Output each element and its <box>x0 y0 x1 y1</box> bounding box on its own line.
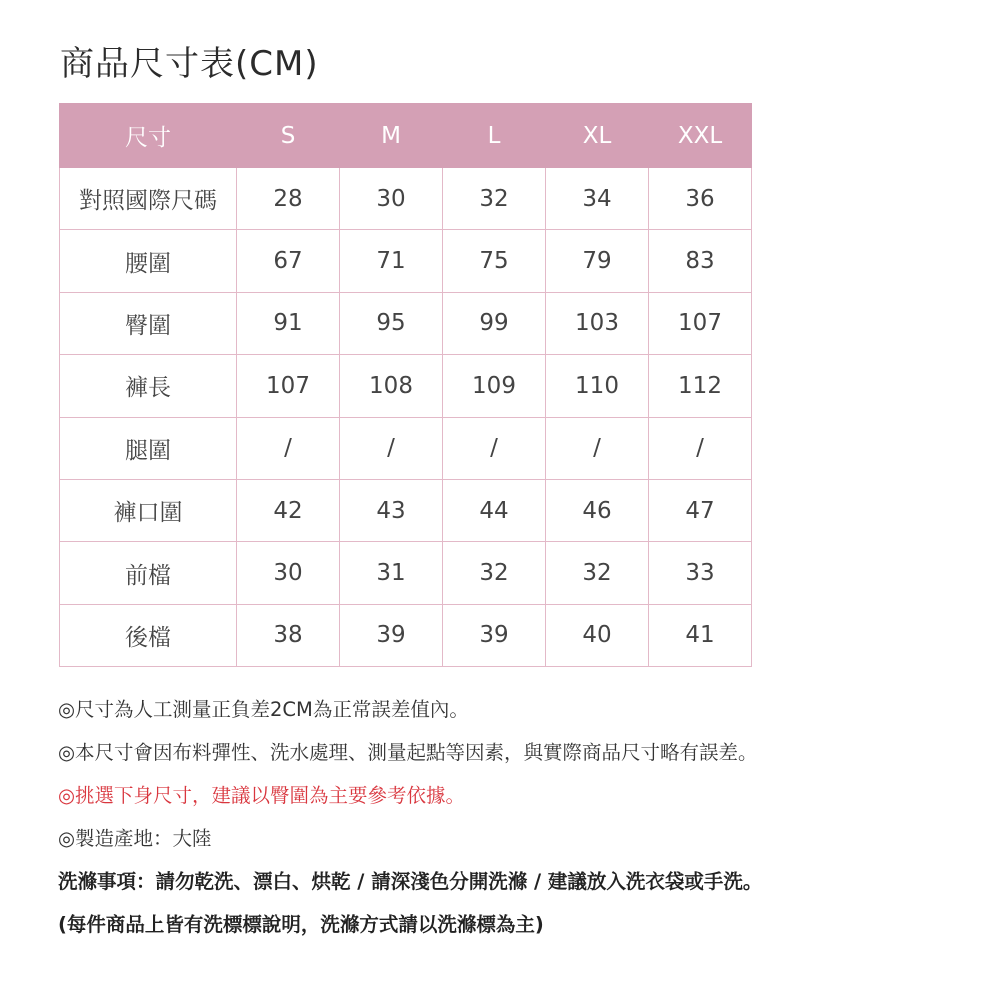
note-washing-label: (每件商品上皆有洗標標說明，洗滌方式請以洗滌標為主) <box>58 913 544 936</box>
table-cell: 83 <box>649 230 752 292</box>
table-cell: 44 <box>443 479 546 541</box>
row-label: 前檔 <box>60 542 237 604</box>
row-label: 後檔 <box>60 604 237 666</box>
table-cell: 110 <box>546 355 649 417</box>
row-label: 對照國際尺碼 <box>60 168 237 230</box>
note-washing-instructions: 洗滌事項：請勿乾洗、漂白、烘乾 / 請深淺色分開洗滌 / 建議放入洗衣袋或手洗。 <box>58 870 763 893</box>
table-header-row <box>60 104 752 168</box>
row-label: 褲長 <box>60 355 237 417</box>
note-fabric-variance: ◎本尺寸會因布料彈性、洗水處理、測量起點等因素，與實際商品尺寸略有誤差。 <box>58 741 758 764</box>
notes-section <box>58 688 978 946</box>
table-cell: 28 <box>237 168 340 230</box>
table-cell: 42 <box>237 479 340 541</box>
header-cell-s: S <box>237 104 340 168</box>
table-cell: 71 <box>340 230 443 292</box>
note-tolerance: ◎尺寸為人工測量正負差2CM為正常誤差值內。 <box>58 698 469 721</box>
note-origin: ◎製造產地：大陸 <box>58 827 212 850</box>
page-title: 商品尺寸表(CM) <box>60 44 319 84</box>
table-row <box>60 292 752 354</box>
table-row <box>60 230 752 292</box>
size-chart-table <box>59 103 752 667</box>
table-cell: 109 <box>443 355 546 417</box>
table-cell: 38 <box>237 604 340 666</box>
header-cell-xxl: XXL <box>649 104 752 168</box>
table-row <box>60 168 752 230</box>
table-row <box>60 604 752 666</box>
table-cell: / <box>340 417 443 479</box>
table-cell: / <box>443 417 546 479</box>
row-label: 腰圍 <box>60 230 237 292</box>
row-label: 腿圍 <box>60 417 237 479</box>
table-cell: 103 <box>546 292 649 354</box>
table-cell: 30 <box>340 168 443 230</box>
table-cell: 34 <box>546 168 649 230</box>
table-row <box>60 355 752 417</box>
row-label: 褲口圍 <box>60 479 237 541</box>
table-cell: 95 <box>340 292 443 354</box>
table-row <box>60 542 752 604</box>
header-cell-l: L <box>443 104 546 168</box>
table-cell: 46 <box>546 479 649 541</box>
table-cell: 31 <box>340 542 443 604</box>
header-cell-m: M <box>340 104 443 168</box>
table-cell: 40 <box>546 604 649 666</box>
table-cell: / <box>546 417 649 479</box>
table-cell: 47 <box>649 479 752 541</box>
table-cell: 107 <box>237 355 340 417</box>
table-cell: 99 <box>443 292 546 354</box>
table-row <box>60 417 752 479</box>
table-cell: / <box>237 417 340 479</box>
table-cell: 91 <box>237 292 340 354</box>
table-cell: 39 <box>340 604 443 666</box>
table-cell: 39 <box>443 604 546 666</box>
table-cell: 41 <box>649 604 752 666</box>
table-cell: 32 <box>443 542 546 604</box>
table-cell: 43 <box>340 479 443 541</box>
table-cell: 33 <box>649 542 752 604</box>
header-cell-size: 尺寸 <box>60 104 237 168</box>
header-cell-xl: XL <box>546 104 649 168</box>
row-label: 臀圍 <box>60 292 237 354</box>
table-cell: / <box>649 417 752 479</box>
table-row <box>60 479 752 541</box>
table-cell: 67 <box>237 230 340 292</box>
table-cell: 112 <box>649 355 752 417</box>
table-cell: 79 <box>546 230 649 292</box>
table-cell: 32 <box>546 542 649 604</box>
table-cell: 36 <box>649 168 752 230</box>
table-cell: 30 <box>237 542 340 604</box>
table-cell: 75 <box>443 230 546 292</box>
table-cell: 108 <box>340 355 443 417</box>
table-cell: 32 <box>443 168 546 230</box>
table-cell: 107 <box>649 292 752 354</box>
note-size-advice: ◎挑選下身尺寸，建議以臀圍為主要參考依據。 <box>58 784 466 807</box>
